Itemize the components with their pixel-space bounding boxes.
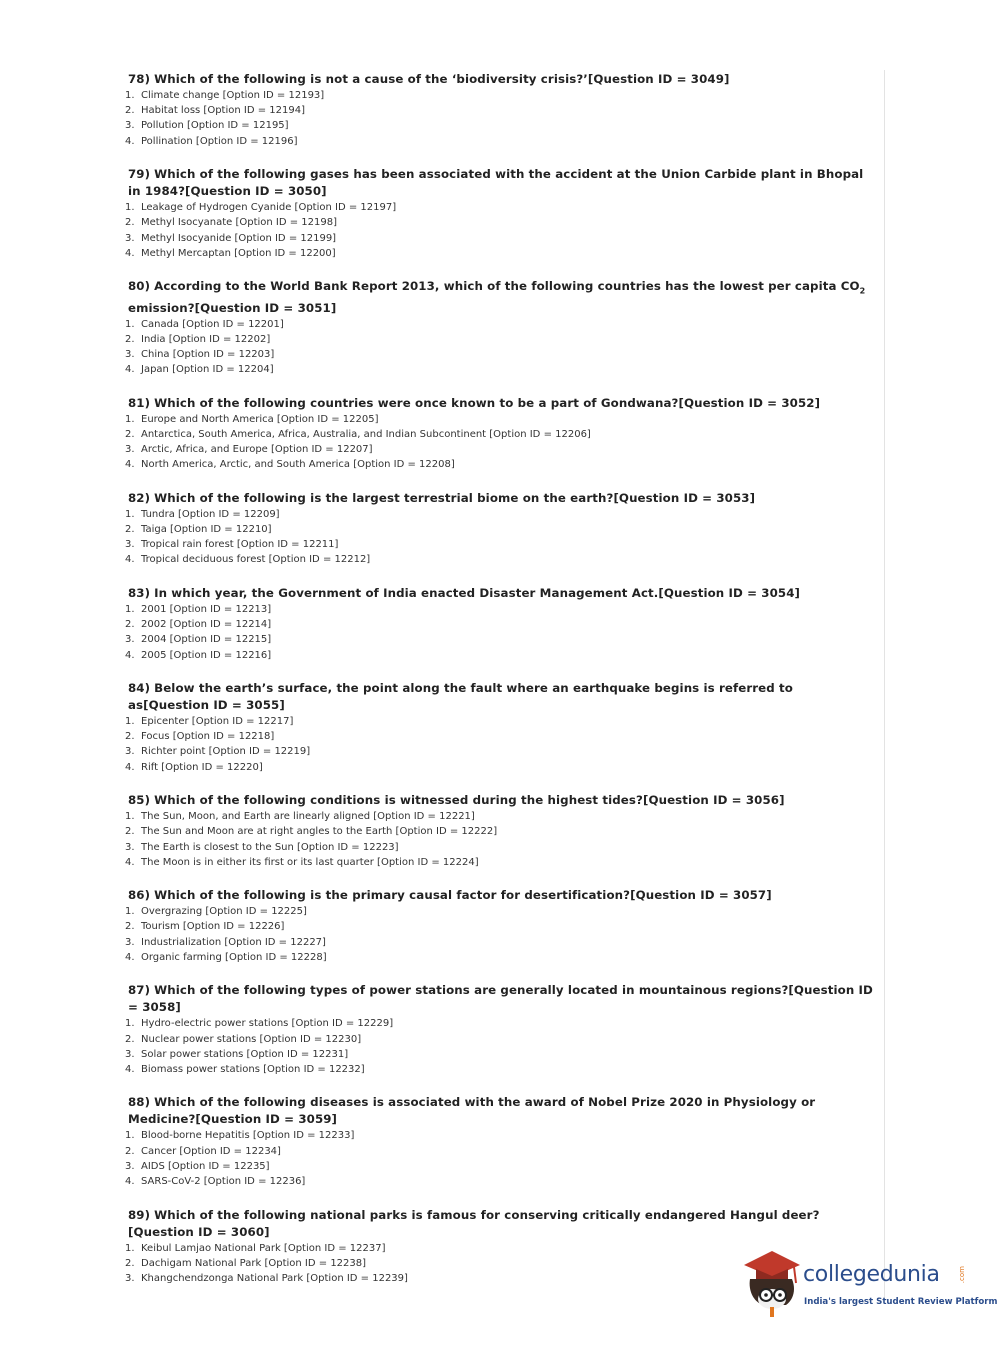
- option-item: 3. Industrialization [Option ID = 12227]: [125, 936, 326, 948]
- question-title: [124, 982, 876, 1016]
- option-text: Richter point [Option ID = 12219]: [141, 746, 311, 758]
- question-number: 81): [128, 395, 151, 410]
- question-title: [124, 887, 876, 904]
- option-item: 1. 2001 [Option ID = 12213]: [125, 603, 272, 615]
- subscript: 2: [859, 286, 866, 296]
- option-item: 2. Focus [Option ID = 12218]: [125, 731, 275, 743]
- question-list: [124, 71, 876, 1303]
- option-item: 4. Organic farming [Option ID = 12228]: [125, 951, 327, 963]
- question-number: 89): [128, 1207, 151, 1222]
- option-item: 1. Climate change [Option ID = 12193]: [125, 90, 325, 101]
- option-item: 3. Solar power stations [Option ID = 12231]: [125, 1048, 349, 1060]
- option-item: 3. Methyl Isocyanide [Option ID = 12199]: [125, 232, 337, 244]
- question-number: 78): [128, 72, 151, 86]
- question-title: [124, 585, 876, 602]
- option-text: Solar power stations [Option ID = 12231]: [141, 1048, 349, 1060]
- question-item: [124, 887, 876, 965]
- option-item: 4. Biomass power stations [Option ID = 12232]: [125, 1063, 365, 1075]
- option-item: 1. Tundra [Option ID = 12209]: [125, 508, 280, 520]
- option-item: 1. Leakage of Hydrogen Cyanide [Option ID = 12197]: [125, 202, 397, 214]
- option-item: 3. China [Option ID = 12203]: [125, 348, 275, 360]
- question-title: [124, 395, 876, 412]
- option-text: Hydro-electric power stations [Option ID = 12229]: [141, 1018, 394, 1030]
- option-item: 2. Taiga [Option ID = 12210]: [125, 524, 272, 535]
- question-item: [124, 1094, 876, 1189]
- option-text: Antarctica, South America, Africa, Australia, and Indian Subcontinent [Option ID = 12206]: [141, 428, 591, 440]
- option-text: Methyl Isocyanide [Option ID = 12199]: [141, 232, 337, 244]
- question-number: 80): [128, 279, 151, 294]
- option-text: The Earth is closest to the Sun [Option ID = 12223]: [141, 841, 399, 853]
- option-item: 3. The Earth is closest to the Sun [Option ID = 12223]: [125, 841, 399, 853]
- question-item: [124, 278, 876, 377]
- option-text: Tundra [Option ID = 12209]: [141, 508, 280, 520]
- question-text: Which of the following is the primary causal factor for desertification?[Question ID = 3057]: [154, 888, 772, 903]
- option-text: China [Option ID = 12203]: [141, 348, 275, 360]
- option-text: Tourism [Option ID = 12226]: [141, 921, 285, 933]
- option-item: 1. The Sun, Moon, and Earth are linearly aligned [Option ID = 12221]: [125, 811, 475, 823]
- option-item: 1. Canada [Option ID = 12201]: [125, 318, 284, 330]
- option-item: 2. 2002 [Option ID = 12214]: [125, 619, 272, 631]
- question-item: [124, 166, 876, 261]
- option-text: SARS-CoV-2 [Option ID = 12236]: [141, 1176, 306, 1188]
- option-item: 1. Epicenter [Option ID = 12217]: [125, 716, 294, 728]
- option-text: Khangchendzonga National Park [Option ID = 12239]: [141, 1272, 408, 1284]
- option-list: [124, 602, 876, 663]
- logo-wordmark: collegedunia: [803, 1262, 940, 1287]
- option-item: 4. Pollination [Option ID = 12196]: [125, 135, 298, 147]
- option-text: Methyl Mercaptan [Option ID = 12200]: [141, 247, 336, 259]
- question-text: In which year, the Government of India enacted Disaster Management Act.[Question ID = 3054]: [154, 585, 801, 600]
- question-text: Which of the following is not a cause of the ‘biodiversity crisis?’[Question ID = 3049]: [154, 72, 730, 86]
- option-item: 1. Europe and North America [Option ID = 12205]: [125, 413, 379, 425]
- question-title: [124, 278, 876, 316]
- option-list: [124, 317, 876, 378]
- option-text: Dachigam National Park [Option ID = 12238]: [141, 1257, 367, 1269]
- option-item: 4. The Moon is in either its first or its last quarter [Option ID = 12224]: [125, 856, 479, 868]
- option-text: Canada [Option ID = 12201]: [141, 318, 284, 330]
- option-text: The Sun and Moon are at right angles to the Earth [Option ID = 12222]: [141, 826, 498, 838]
- option-text: Focus [Option ID = 12218]: [141, 731, 275, 743]
- option-text: Keibul Lamjao National Park [Option ID = 12237]: [141, 1242, 386, 1254]
- question-title: [124, 1207, 876, 1241]
- option-text: Pollution [Option ID = 12195]: [141, 120, 289, 132]
- question-text: Which of the following conditions is witnessed during the highest tides?[Question ID = 3056]: [154, 793, 785, 808]
- logo-tagline: India's largest Student Review Platform: [804, 1297, 998, 1307]
- option-text: Methyl Isocyanate [Option ID = 12198]: [141, 217, 338, 229]
- option-item: 1. Overgrazing [Option ID = 12225]: [125, 906, 307, 918]
- question-number: 85): [128, 793, 151, 808]
- question-text: According to the World Bank Report 2013, which of the following countries has the lowest per capita CO: [154, 279, 860, 294]
- question-number: 86): [128, 888, 151, 903]
- option-text: 2004 [Option ID = 12215]: [141, 634, 272, 646]
- question-title: [124, 792, 876, 809]
- question-number: 83): [128, 585, 151, 600]
- question-number: 84): [128, 681, 151, 696]
- question-title: [124, 166, 876, 200]
- option-text: The Moon is in either its first or its last quarter [Option ID = 12224]: [141, 856, 479, 868]
- option-list: [124, 507, 876, 568]
- option-text: 2002 [Option ID = 12214]: [141, 619, 272, 631]
- question-item: [124, 680, 876, 775]
- option-text: Habitat loss [Option ID = 12194]: [141, 105, 305, 117]
- option-item: 3. Richter point [Option ID = 12219]: [125, 746, 311, 758]
- option-item: 3. Tropical rain forest [Option ID = 12211]: [125, 539, 339, 551]
- option-text: Climate change [Option ID = 12193]: [141, 90, 325, 101]
- page-right-border: [884, 70, 885, 1300]
- question-text: Which of the following diseases is associated with the award of Nobel Prize 2020 in Physiology or Medicine?[Question ID = 3059]: [128, 1095, 816, 1127]
- option-item: 1. Keibul Lamjao National Park [Option ID = 12237]: [125, 1242, 386, 1254]
- option-item: 2. Tourism [Option ID = 12226]: [125, 921, 285, 933]
- option-item: 2. Antarctica, South America, Africa, Australia, and Indian Subcontinent [Option ID = 12206]: [125, 428, 591, 440]
- option-text: Overgrazing [Option ID = 12225]: [141, 906, 307, 918]
- option-text: Organic farming [Option ID = 12228]: [141, 951, 327, 963]
- option-text: Epicenter [Option ID = 12217]: [141, 716, 294, 728]
- option-item: 3. AIDS [Option ID = 12235]: [125, 1160, 270, 1172]
- option-item: 3. Pollution [Option ID = 12195]: [125, 120, 289, 132]
- option-text: The Sun, Moon, and Earth are linearly aligned [Option ID = 12221]: [141, 811, 475, 823]
- option-text: Cancer [Option ID = 12234]: [141, 1145, 281, 1157]
- question-item: [124, 395, 876, 473]
- option-item: 2. Methyl Isocyanate [Option ID = 12198]: [125, 217, 338, 229]
- option-item: 2. India [Option ID = 12202]: [125, 333, 271, 345]
- question-text: Which of the following national parks is famous for conserving critically endangered Hangul deer?[Question ID = 3060]: [128, 1207, 820, 1239]
- option-text: Tropical rain forest [Option ID = 12211]: [141, 539, 339, 551]
- option-item: 3. Khangchendzonga National Park [Option ID = 12239]: [125, 1272, 408, 1284]
- option-text: Industrialization [Option ID = 12227]: [141, 936, 326, 948]
- question-text: Which of the following types of power stations are generally located in mountainous regions?[Question ID = 3058]: [128, 983, 873, 1015]
- option-item: 4. Tropical deciduous forest [Option ID = 12212]: [125, 554, 371, 566]
- logo-domain-suffix: .com: [958, 1266, 966, 1284]
- option-text: Blood-borne Hepatitis [Option ID = 12233]: [141, 1130, 355, 1142]
- option-item: 3. 2004 [Option ID = 12215]: [125, 634, 272, 646]
- option-list: [124, 1016, 876, 1077]
- option-item: 4. Japan [Option ID = 12204]: [125, 364, 274, 376]
- question-title: [124, 1094, 876, 1128]
- option-text: Taiga [Option ID = 12210]: [141, 524, 272, 535]
- question-item: [124, 792, 876, 870]
- option-text: Arctic, Africa, and Europe [Option ID = 12207]: [141, 444, 373, 456]
- option-text: 2005 [Option ID = 12216]: [141, 649, 272, 661]
- question-item: [124, 71, 876, 149]
- option-item: 1. Blood-borne Hepatitis [Option ID = 12233]: [125, 1130, 355, 1142]
- option-text: Nuclear power stations [Option ID = 12230]: [141, 1033, 362, 1045]
- option-list: [124, 904, 876, 965]
- option-item: 4. SARS-CoV-2 [Option ID = 12236]: [125, 1176, 306, 1188]
- option-item: 3. Arctic, Africa, and Europe [Option ID = 12207]: [125, 444, 373, 456]
- question-item: [124, 585, 876, 663]
- question-number: 88): [128, 1095, 151, 1110]
- option-item: 2. Cancer [Option ID = 12234]: [125, 1145, 281, 1157]
- option-text: AIDS [Option ID = 12235]: [141, 1160, 270, 1172]
- option-text: Leakage of Hydrogen Cyanide [Option ID = 12197]: [141, 202, 397, 214]
- question-text: Which of the following is the largest terrestrial biome on the earth?[Question ID = 3053]: [154, 490, 756, 505]
- option-text: Europe and North America [Option ID = 12205]: [141, 413, 379, 425]
- question-text: Below the earth’s surface, the point along the fault where an earthquake begins is referred to as[Question ID = 3055]: [128, 681, 793, 713]
- option-text: Tropical deciduous forest [Option ID = 12212]: [141, 554, 371, 566]
- option-list: [124, 88, 876, 149]
- question-text-end: emission?[Question ID = 3051]: [128, 300, 337, 315]
- option-list: [124, 200, 876, 261]
- option-list: [124, 809, 876, 870]
- question-title: [124, 680, 876, 714]
- option-item: 2. The Sun and Moon are at right angles to the Earth [Option ID = 12222]: [125, 826, 498, 838]
- option-item: 2. Nuclear power stations [Option ID = 12230]: [125, 1033, 362, 1045]
- question-number: 87): [128, 983, 151, 998]
- option-item: 4. 2005 [Option ID = 12216]: [125, 649, 272, 661]
- option-text: Japan [Option ID = 12204]: [141, 364, 274, 376]
- question-number: 79): [128, 167, 151, 182]
- option-list: [124, 714, 876, 775]
- question-item: [124, 982, 876, 1077]
- option-text: 2001 [Option ID = 12213]: [141, 603, 272, 615]
- option-item: 4. Rift [Option ID = 12220]: [125, 761, 263, 773]
- option-list: [124, 412, 876, 473]
- option-item: 4. North America, Arctic, and South America [Option ID = 12208]: [125, 459, 455, 471]
- option-item: 1. Hydro-electric power stations [Option ID = 12229]: [125, 1018, 394, 1030]
- option-item: 2. Habitat loss [Option ID = 12194]: [125, 105, 305, 117]
- option-text: Biomass power stations [Option ID = 12232]: [141, 1063, 365, 1075]
- option-text: North America, Arctic, and South America [Option ID = 12208]: [141, 459, 455, 471]
- option-text: Pollination [Option ID = 12196]: [141, 135, 298, 147]
- option-text: Rift [Option ID = 12220]: [141, 761, 263, 773]
- option-text: India [Option ID = 12202]: [141, 333, 271, 345]
- question-text: Which of the following countries were once known to be a part of Gondwana?[Question ID = 3052]: [154, 395, 821, 410]
- option-item: 2. Dachigam National Park [Option ID = 12238]: [125, 1257, 367, 1269]
- option-item: 4. Methyl Mercaptan [Option ID = 12200]: [125, 247, 336, 259]
- option-list: [124, 1128, 876, 1189]
- question-title: [124, 71, 876, 88]
- question-number: 82): [128, 490, 151, 505]
- question-item: [124, 490, 876, 568]
- question-text: Which of the following gases has been associated with the accident at the Union Carbide plant in Bhopal in 1984?[Question ID = 3050]: [128, 167, 864, 199]
- question-title: [124, 490, 876, 507]
